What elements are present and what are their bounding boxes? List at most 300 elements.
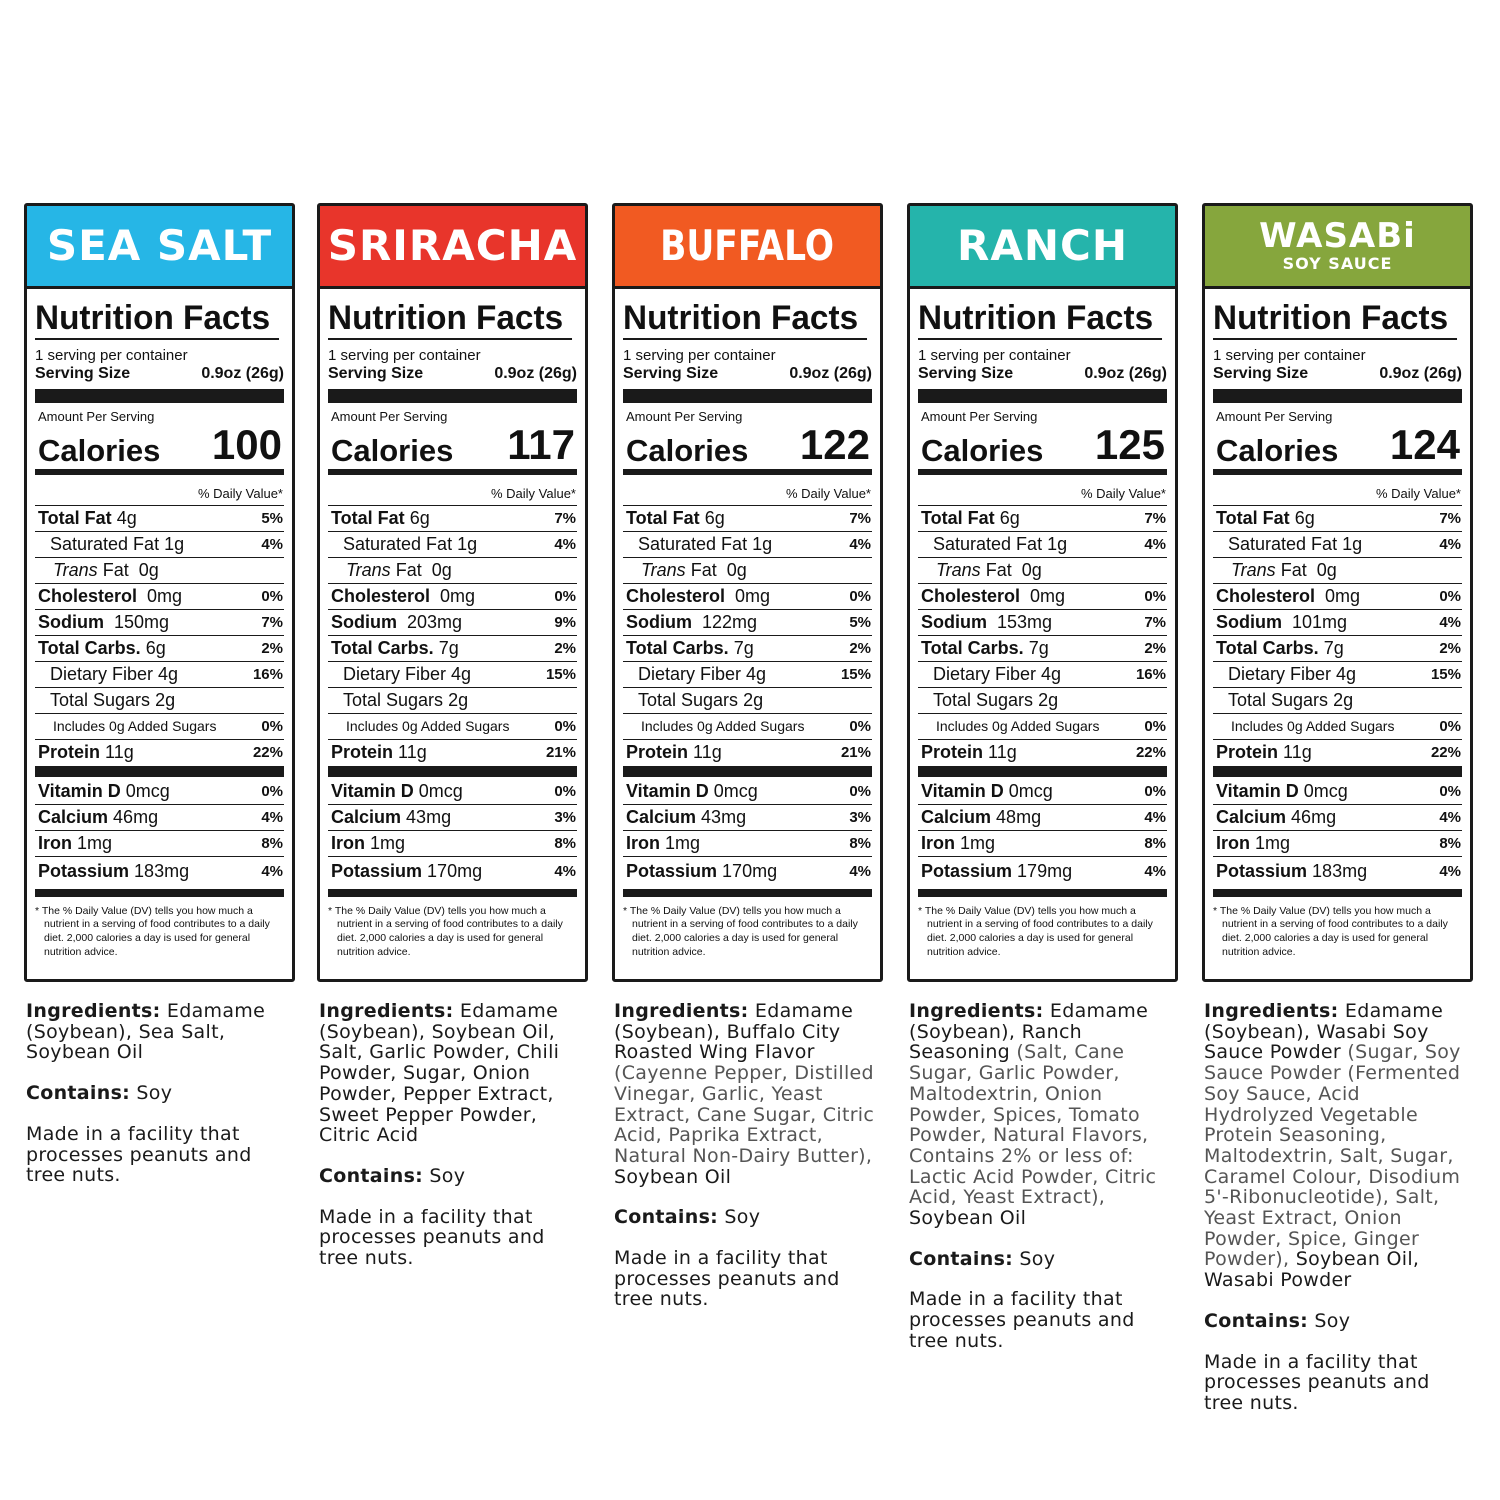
nutrient-row-sodium [918, 610, 1167, 636]
ingredients-text [614, 1001, 883, 1187]
nutrient-row-potassium [328, 857, 577, 887]
nutrient-dv: 0% [1439, 717, 1461, 735]
contains-label: Contains: [26, 1082, 131, 1105]
nutrient-dv: 4% [261, 535, 283, 553]
nutrient-dv: 0% [849, 782, 871, 800]
nutrient-row-protein [328, 740, 577, 766]
nutrient-dv: 0% [554, 782, 576, 800]
daily-value-footnote: * The % Daily Value (DV) tells you how much a nutrient in a serving of food contributes to a daily diet. 2,000 calories a day is used for general nutrition advice. [918, 904, 1153, 958]
nutrient-row-total-fat [918, 506, 1167, 532]
flavor-name: SRIRACHA [327, 221, 578, 270]
divider-thick [35, 889, 284, 897]
nutrient-amount: 0mg [147, 585, 183, 606]
nutrient-dv: 0% [1439, 587, 1461, 605]
nutrient-amount: 4g [451, 663, 472, 684]
nutrient-dv: 16% [1135, 665, 1166, 683]
nutrient-amount: 1mg [1255, 832, 1291, 853]
nutrient-row-iron [623, 831, 872, 857]
nutrient-amount: 0mcg [1008, 780, 1053, 801]
nutrient-dv: 9% [554, 613, 576, 631]
allergen-contains [614, 1207, 883, 1228]
nutrient-name: Saturated Fat [638, 533, 748, 554]
ingredients-tail: Soybean Oil [909, 1207, 1027, 1230]
nutrient-amount: 4g [116, 507, 137, 528]
nutrient-amount: 4g [1041, 663, 1062, 684]
nutrient-row-total-carbs [328, 636, 577, 662]
flavor-banner [320, 206, 585, 289]
nutrient-amount: 0mg [1030, 585, 1066, 606]
nutrient-amount: 1mg [77, 832, 113, 853]
nutrition-label [612, 203, 883, 982]
nutrient-row-iron [918, 831, 1167, 857]
flavor-column [612, 203, 883, 1330]
nutrient-amount: 11g [1283, 742, 1312, 763]
nutrient-name: Sodium [331, 611, 397, 632]
nutrient-name: Total Sugars [638, 689, 739, 710]
nutrient-name: Saturated Fat [1228, 533, 1338, 554]
nutrient-name: Protein [921, 742, 984, 763]
nutrient-amount: 179mg [1017, 861, 1073, 882]
nutrient-name: Total Fat [38, 507, 112, 528]
divider-thick [1213, 766, 1462, 777]
nutrient-name: Saturated Fat [343, 533, 453, 554]
nutrient-amount: 150mg [114, 611, 170, 632]
ingredients-text [909, 1001, 1178, 1229]
nutrient-name: Potassium [921, 861, 1013, 882]
nutrient-name: Cholesterol [331, 585, 431, 606]
nutrient-name: Vitamin D [626, 780, 709, 801]
ingredients-text [319, 1001, 588, 1146]
nutrient-dv: 0% [849, 717, 871, 735]
nutrient-row-added-sugars [623, 714, 872, 740]
calories-row [1213, 421, 1462, 475]
nutrient-name: Trans [641, 559, 686, 580]
ingredients-block [907, 1001, 1178, 1352]
nutrient-row-dietary-fiber [623, 662, 872, 688]
nutrition-panel [1205, 301, 1470, 959]
nutrient-dv: 4% [554, 863, 576, 881]
nutrient-amount: 1g [752, 533, 773, 554]
nutrient-amount: 0mcg [1303, 780, 1348, 801]
amount-per-serving: Amount Per Serving [1216, 409, 1333, 425]
nutrient-row-trans-fat [328, 558, 577, 584]
daily-value-header: % Daily Value* [623, 475, 872, 505]
ingredients-block [612, 1001, 883, 1310]
nutrient-dv: 15% [545, 665, 576, 683]
nutrient-row-total-sugars [1213, 688, 1462, 714]
nutrition-facts-title: Nutrition Facts [918, 301, 1162, 340]
nutrient-dv: 8% [1439, 834, 1461, 852]
nutrient-amount: 0g [431, 559, 452, 580]
serving-size-value: 0.9oz (26g) [201, 364, 284, 382]
allergen-contains [26, 1083, 295, 1104]
calories-value: 100 [211, 421, 282, 469]
flavor-banner [910, 206, 1175, 289]
nutrient-dv: 3% [554, 808, 576, 826]
nutrient-dv: 0% [554, 717, 576, 735]
serving-size-value: 0.9oz (26g) [1084, 364, 1167, 382]
nutrient-row-cholesterol [918, 584, 1167, 610]
allergen-contains [1204, 1311, 1473, 1332]
contains-label: Contains: [909, 1247, 1014, 1270]
ingredients-block [317, 1001, 588, 1269]
nutrient-name: Calcium [38, 806, 109, 827]
nutrient-name-suffix: Fat [1280, 559, 1307, 580]
nutrient-dv: 21% [840, 744, 871, 762]
nutrient-name: Protein [1216, 742, 1279, 763]
nutrient-amount: 183mg [1312, 861, 1368, 882]
nutrition-facts-title: Nutrition Facts [623, 301, 867, 340]
serving-size-value: 0.9oz (26g) [789, 364, 872, 382]
nutrient-row-potassium [35, 857, 284, 887]
nutrient-name: Includes 0g Added Sugars [936, 718, 1100, 735]
nutrient-row-trans-fat [35, 558, 284, 584]
nutrient-name: Total Carbs. [921, 637, 1024, 658]
contains-value: Soy [1019, 1247, 1056, 1270]
nutrient-dv: 2% [849, 639, 871, 657]
nutrient-dv: 0% [1144, 782, 1166, 800]
calories-row [35, 421, 284, 475]
nutrient-name: Total Fat [626, 507, 700, 528]
nutrient-dv: 15% [1430, 665, 1461, 683]
facility-notice: Made in a facility that processes peanuts and tree nuts. [26, 1122, 252, 1187]
amount-per-serving: Amount Per Serving [331, 409, 448, 425]
contains-label: Contains: [319, 1164, 424, 1187]
nutrient-name-suffix: Fat [690, 559, 717, 580]
nutrient-amount: 1g [1047, 533, 1068, 554]
nutrient-row-added-sugars [35, 714, 284, 740]
nutrient-dv: 8% [554, 834, 576, 852]
divider-thick [328, 889, 577, 897]
nutrient-name: Trans [1231, 559, 1276, 580]
nutrient-row-saturated-fat [623, 532, 872, 558]
nutrient-amount: 7g [438, 637, 459, 658]
ingredients-block [1202, 1001, 1473, 1414]
calories-row [328, 421, 577, 475]
nutrient-amount: 1g [457, 533, 478, 554]
calories-label: Calories [38, 433, 161, 469]
servings-per-container: 1 serving per container [35, 347, 188, 364]
nutrient-amount: 0g [1021, 559, 1042, 580]
ingredients-sub: (Salt, Cane Sugar, Garlic Powder, Maltodextrin, Onion Powder, Spices, Tomato Powder, Natural Flavors, Contains 2% or less of: Lactic Acid Powder, Citric Acid, Yeast Extract), [909, 1041, 1157, 1209]
nutrient-name: Total Carbs. [1216, 637, 1319, 658]
nutrient-name: Includes 0g Added Sugars [53, 718, 217, 735]
flavor-subname: SOY SAUCE [1282, 254, 1393, 273]
nutrient-dv: 0% [1144, 717, 1166, 735]
nutrient-dv: 4% [1439, 863, 1461, 881]
nutrient-row-potassium [623, 857, 872, 887]
nutrient-dv: 0% [1439, 782, 1461, 800]
nutrient-row-cholesterol [35, 584, 284, 610]
nutrient-name: Dietary Fiber [50, 663, 154, 684]
nutrient-name: Trans [346, 559, 391, 580]
serving-size-label: Serving Size [328, 364, 424, 382]
nutrient-name: Saturated Fat [50, 533, 160, 554]
nutrient-amount: 11g [693, 742, 722, 763]
serving-size-row [35, 365, 284, 383]
nutrient-dv: 7% [849, 509, 871, 527]
nutrient-row-protein [623, 740, 872, 766]
nutrient-row-protein [35, 740, 284, 766]
ingredients-sub: (Cayenne Pepper, Distilled Vinegar, Garlic, Yeast Extract, Cane Sugar, Citric Acid, Paprika Extract, Natural Non-Dairy Butter), [614, 1062, 875, 1167]
nutrient-dv: 7% [554, 509, 576, 527]
nutrient-name: Dietary Fiber [1228, 663, 1332, 684]
nutrient-name: Total Sugars [1228, 689, 1329, 710]
nutrient-name: Includes 0g Added Sugars [1231, 718, 1395, 735]
nutrient-name: Sodium [38, 611, 104, 632]
nutrient-row-saturated-fat [35, 532, 284, 558]
nutrient-row-added-sugars [328, 714, 577, 740]
nutrient-amount: 203mg [407, 611, 463, 632]
nutrient-dv: 8% [261, 834, 283, 852]
nutrient-name: Total Fat [331, 507, 405, 528]
nutrient-amount: 7g [733, 637, 754, 658]
flavor-banner [27, 206, 292, 289]
nutrient-dv: 15% [840, 665, 871, 683]
calories-value: 124 [1389, 421, 1460, 469]
nutrient-amount: 101mg [1292, 611, 1348, 632]
nutrient-name: Vitamin D [331, 780, 414, 801]
nutrient-amount: 11g [988, 742, 1017, 763]
nutrient-name: Trans [53, 559, 98, 580]
calories-value: 122 [799, 421, 870, 469]
nutrient-dv: 0% [261, 782, 283, 800]
nutrient-row-sodium [35, 610, 284, 636]
nutrient-name: Potassium [626, 861, 718, 882]
nutrient-row-trans-fat [918, 558, 1167, 584]
nutrient-name: Iron [626, 832, 660, 853]
nutrition-panel [27, 301, 292, 959]
amount-per-serving: Amount Per Serving [38, 409, 155, 425]
servings-per-container: 1 serving per container [623, 347, 776, 364]
nutrient-row-total-fat [35, 506, 284, 532]
nutrient-row-total-carbs [35, 636, 284, 662]
nutrient-row-potassium [918, 857, 1167, 887]
nutrient-dv: 4% [1144, 535, 1166, 553]
nutrient-dv: 16% [252, 665, 283, 683]
divider-thick [35, 389, 284, 403]
nutrient-row-saturated-fat [1213, 532, 1462, 558]
nutrient-dv: 4% [1439, 613, 1461, 631]
nutrient-dv: 22% [1430, 744, 1461, 762]
nutrient-name: Trans [936, 559, 981, 580]
divider-thick [918, 766, 1167, 777]
nutrient-dv: 5% [261, 509, 283, 527]
calories-value: 125 [1094, 421, 1165, 469]
nutrient-name: Includes 0g Added Sugars [346, 718, 510, 735]
nutrient-dv: 4% [1439, 535, 1461, 553]
flavor-name: RANCH [957, 221, 1128, 270]
nutrient-row-cholesterol [1213, 584, 1462, 610]
nutrient-name: Calcium [921, 806, 992, 827]
serving-size-row [328, 365, 577, 383]
divider-thick [328, 766, 577, 777]
nutrient-name: Total Sugars [50, 689, 151, 710]
nutrient-row-vitamin-d [1213, 779, 1462, 805]
nutrient-name: Iron [331, 832, 365, 853]
nutrient-row-sodium [1213, 610, 1462, 636]
nutrition-label [24, 203, 295, 982]
calories-label: Calories [331, 433, 454, 469]
nutrition-facts-title: Nutrition Facts [35, 301, 279, 340]
ingredients-main: Edamame (Soybean), Wasabi Soy Sauce Powder [1204, 1000, 1444, 1064]
serving-size-label: Serving Size [918, 364, 1014, 382]
nutrient-name: Cholesterol [38, 585, 138, 606]
nutrient-row-trans-fat [623, 558, 872, 584]
nutrient-name-suffix: Fat [102, 559, 129, 580]
serving-size-label: Serving Size [1213, 364, 1309, 382]
serving-size-value: 0.9oz (26g) [494, 364, 577, 382]
nutrient-dv: 4% [261, 808, 283, 826]
nutrient-name: Sodium [921, 611, 987, 632]
nutrient-row-calcium [328, 805, 577, 831]
allergen-contains [909, 1249, 1178, 1270]
amount-per-serving: Amount Per Serving [921, 409, 1038, 425]
nutrient-amount: 7g [1323, 637, 1344, 658]
nutrient-name: Vitamin D [1216, 780, 1299, 801]
nutrient-amount: 4g [1336, 663, 1357, 684]
nutrient-name: Dietary Fiber [343, 663, 447, 684]
nutrient-row-total-sugars [328, 688, 577, 714]
contains-value: Soy [429, 1164, 466, 1187]
nutrition-facts-title: Nutrition Facts [1213, 301, 1457, 340]
nutrient-name: Cholesterol [1216, 585, 1316, 606]
nutrient-name-suffix: Fat [985, 559, 1012, 580]
nutrient-row-total-fat [623, 506, 872, 532]
nutrient-dv: 4% [1144, 808, 1166, 826]
serving-size-row [1213, 365, 1462, 383]
daily-value-footnote: * The % Daily Value (DV) tells you how much a nutrient in a serving of food contributes to a daily diet. 2,000 calories a day is used for general nutrition advice. [35, 904, 270, 958]
nutrient-row-vitamin-d [623, 779, 872, 805]
nutrient-amount: 43mg [701, 806, 747, 827]
nutrient-row-dietary-fiber [35, 662, 284, 688]
nutrient-row-total-fat [328, 506, 577, 532]
ingredients-label: Ingredients: [26, 1000, 161, 1022]
nutrient-row-total-carbs [918, 636, 1167, 662]
nutrient-amount: 0g [1316, 559, 1337, 580]
nutrient-row-saturated-fat [328, 532, 577, 558]
nutrient-name: Protein [626, 742, 689, 763]
ingredients-tail: Soybean Oil, Wasabi Powder [1204, 1248, 1420, 1292]
nutrient-name: Calcium [1216, 806, 1287, 827]
nutrient-dv: 21% [545, 744, 576, 762]
ingredients-main: Edamame (Soybean), Buffalo City Roasted Wing Flavor [614, 1000, 854, 1064]
nutrient-row-added-sugars [1213, 714, 1462, 740]
nutrient-amount: 6g [704, 507, 725, 528]
nutrition-label [1202, 203, 1473, 982]
ingredients-text [26, 1001, 295, 1063]
nutrient-name: Calcium [626, 806, 697, 827]
flavor-name: BUFFALO [660, 221, 835, 270]
divider-thick [328, 389, 577, 403]
servings-per-container: 1 serving per container [328, 347, 481, 364]
nutrient-name: Dietary Fiber [933, 663, 1037, 684]
nutrient-dv: 0% [554, 587, 576, 605]
nutrient-row-iron [328, 831, 577, 857]
flavor-column [24, 203, 295, 1206]
nutrient-name: Cholesterol [921, 585, 1021, 606]
ingredients-label: Ingredients: [1204, 1000, 1339, 1022]
calories-value: 117 [507, 421, 575, 469]
nutrient-dv: 2% [554, 639, 576, 657]
divider-thick [623, 889, 872, 897]
nutrient-dv: 4% [261, 863, 283, 881]
nutrient-amount: 1mg [370, 832, 406, 853]
nutrition-label [907, 203, 1178, 982]
nutrient-amount: 6g [145, 637, 166, 658]
nutrient-row-total-carbs [623, 636, 872, 662]
daily-value-footnote: * The % Daily Value (DV) tells you how much a nutrient in a serving of food contributes to a daily diet. 2,000 calories a day is used for general nutrition advice. [623, 904, 858, 958]
nutrient-row-calcium [35, 805, 284, 831]
facility-notice: Made in a facility that processes peanuts and tree nuts. [319, 1205, 545, 1270]
nutrient-amount: 0g [726, 559, 747, 580]
nutrient-dv: 2% [261, 639, 283, 657]
nutrient-dv: 0% [261, 717, 283, 735]
nutrient-dv: 4% [554, 535, 576, 553]
nutrient-row-protein [1213, 740, 1462, 766]
nutrient-row-calcium [623, 805, 872, 831]
ingredients-main: Edamame (Soybean), Sea Salt, Soybean Oil [26, 1000, 266, 1064]
nutrient-row-cholesterol [328, 584, 577, 610]
ingredients-block [24, 1001, 295, 1186]
ingredients-main: Edamame (Soybean), Ranch Seasoning [909, 1000, 1149, 1064]
nutrient-amount: 183mg [134, 861, 190, 882]
nutrient-row-cholesterol [623, 584, 872, 610]
nutrient-dv: 0% [1144, 587, 1166, 605]
nutrient-name: Sodium [626, 611, 692, 632]
nutrient-row-trans-fat [1213, 558, 1462, 584]
nutrient-amount: 2g [743, 689, 764, 710]
ingredients-label: Ingredients: [614, 1000, 749, 1022]
nutrient-name: Saturated Fat [933, 533, 1043, 554]
nutrient-amount: 1g [1342, 533, 1363, 554]
nutrient-row-potassium [1213, 857, 1462, 887]
nutrient-amount: 0mg [1325, 585, 1361, 606]
daily-value-footnote: * The % Daily Value (DV) tells you how much a nutrient in a serving of food contributes to a daily diet. 2,000 calories a day is used for general nutrition advice. [1213, 904, 1448, 958]
nutrient-dv: 5% [849, 613, 871, 631]
ingredients-main: Edamame (Soybean), Soybean Oil, Salt, Garlic Powder, Chili Powder, Sugar, Onion Powder, Pepper Extract, Sweet Pepper Powder, Citric Acid [319, 1000, 560, 1147]
divider-thick [623, 389, 872, 403]
divider-thick [918, 889, 1167, 897]
nutrient-amount: 46mg [1291, 806, 1337, 827]
contains-value: Soy [724, 1206, 761, 1229]
daily-value-footnote: * The % Daily Value (DV) tells you how much a nutrient in a serving of food contributes to a daily diet. 2,000 calories a day is used for general nutrition advice. [328, 904, 563, 958]
nutrient-row-vitamin-d [918, 779, 1167, 805]
nutrition-panel [615, 301, 880, 959]
flavor-banner [1205, 206, 1470, 289]
nutrient-row-sodium [623, 610, 872, 636]
nutrient-row-dietary-fiber [1213, 662, 1462, 688]
nutrient-name: Vitamin D [38, 780, 121, 801]
nutrition-label [317, 203, 588, 982]
nutrient-row-total-carbs [1213, 636, 1462, 662]
nutrient-dv: 2% [1144, 639, 1166, 657]
contains-value: Soy [1314, 1309, 1351, 1332]
nutrient-amount: 2g [448, 689, 469, 710]
nutrient-amount: 1g [164, 533, 185, 554]
nutrient-name: Vitamin D [921, 780, 1004, 801]
divider-thick [623, 766, 872, 777]
serving-size-label: Serving Size [623, 364, 719, 382]
nutrient-row-iron [35, 831, 284, 857]
divider-thick [1213, 889, 1462, 897]
contains-value: Soy [136, 1082, 173, 1105]
nutrient-amount: 6g [999, 507, 1020, 528]
nutrient-name: Total Carbs. [626, 637, 729, 658]
nutrient-name: Protein [331, 742, 394, 763]
serving-size-value: 0.9oz (26g) [1379, 364, 1462, 382]
nutrient-name: Iron [38, 832, 72, 853]
